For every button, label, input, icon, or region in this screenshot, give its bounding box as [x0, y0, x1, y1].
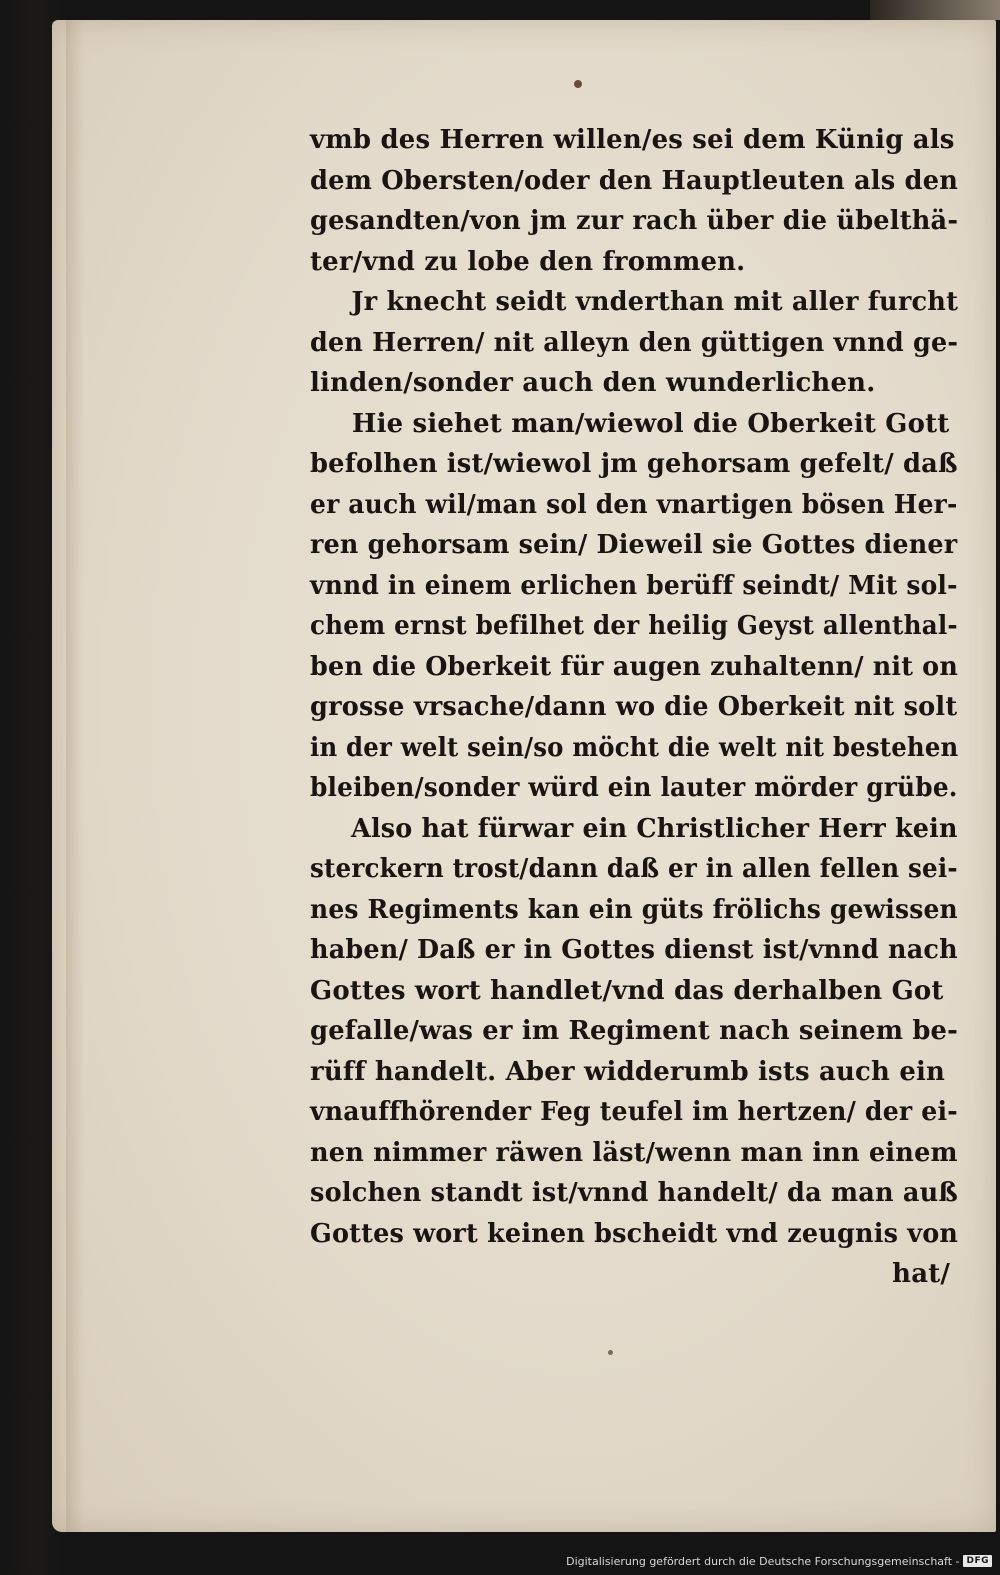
text-line: dem Obersten/oder den Hauptleuten als den	[310, 165, 959, 196]
text-line: nen nimmer räwen läst/wenn man inn einem	[310, 1137, 958, 1168]
dfg-logo-icon: DFG	[963, 1555, 992, 1567]
text-line: er auch wil/man sol den vnartigen bösen Her-	[310, 489, 958, 520]
text-line: vnauffhörender Feg teufel im hertzen/ der ei-	[310, 1097, 958, 1127]
ink-speck	[608, 1350, 613, 1355]
footer-credit: Digitalisierung gefördert durch die Deutsche Forschungsgemeinschaft -	[566, 1554, 960, 1568]
text-line: bleiben/sonder würd ein lauter mörder grübe.	[310, 773, 958, 803]
text-line: Also hat fürwar ein Christlicher Herr kein	[351, 813, 958, 844]
text-line: linden/sonder auch den wunderlichen.	[310, 368, 876, 398]
text-line: ren gehorsam sein/ Dieweil sie Gottes diener	[310, 530, 958, 560]
text-line: Hie siehet man/wiewol die Oberkeit Gott	[351, 408, 950, 439]
text-line: chem ernst befilhet der heilig Geyst allenthal-	[310, 611, 958, 641]
text-line: vmb des Herren willen/es sei dem Künig als	[310, 125, 955, 155]
ink-speck	[574, 80, 582, 88]
text-line: vnnd in einem erlichen berüff seindt/ Mit sol-	[310, 570, 958, 601]
page-text	[310, 120, 960, 1295]
text-line: rüff handelt. Aber widderumb ists auch ein	[310, 1056, 946, 1087]
text-line: befolhen ist/wiewol jm gehorsam gefelt/ daß	[310, 449, 958, 479]
text-line: sterckern trost/dann daß er in allen fellen sei-	[310, 854, 958, 884]
text-line: Gottes wort keinen bscheidt vnd zeugnis von	[310, 1218, 959, 1249]
text-line: gesandten/von jm zur rach über die übelthä-	[310, 206, 959, 236]
text-line: den Herren/ nit alleyn den güttigen vnnd ge-	[310, 327, 959, 358]
text-line: nes Regiments kan ein güts frölichs gewissen	[310, 894, 958, 925]
text-line: Jr knecht seidt vnderthan mit aller furcht	[351, 287, 959, 317]
text-line: ben die Oberkeit für augen zuhaltenn/ nit on	[310, 651, 958, 682]
text-line: grosse vrsache/dann wo die Oberkeit nit solt	[310, 692, 958, 722]
page-edge	[870, 0, 1000, 20]
text-line: ter/vnd zu lobe den frommen.	[310, 246, 746, 277]
text-line: haben/ Daß er in Gottes dienst ist/vnnd nach	[310, 935, 958, 965]
catchword: hat/	[892, 1259, 951, 1289]
digitization-footer	[0, 1547, 1000, 1575]
text-line: gefalle/was er im Regiment nach seinem be-	[310, 1016, 959, 1046]
text-line: Gottes wort handlet/vnd das derhalben Got	[310, 975, 944, 1006]
text-line: solchen standt ist/vnnd handelt/ da man auß	[310, 1178, 958, 1208]
text-line: in der welt sein/so möcht die welt nit bestehen	[310, 732, 959, 763]
